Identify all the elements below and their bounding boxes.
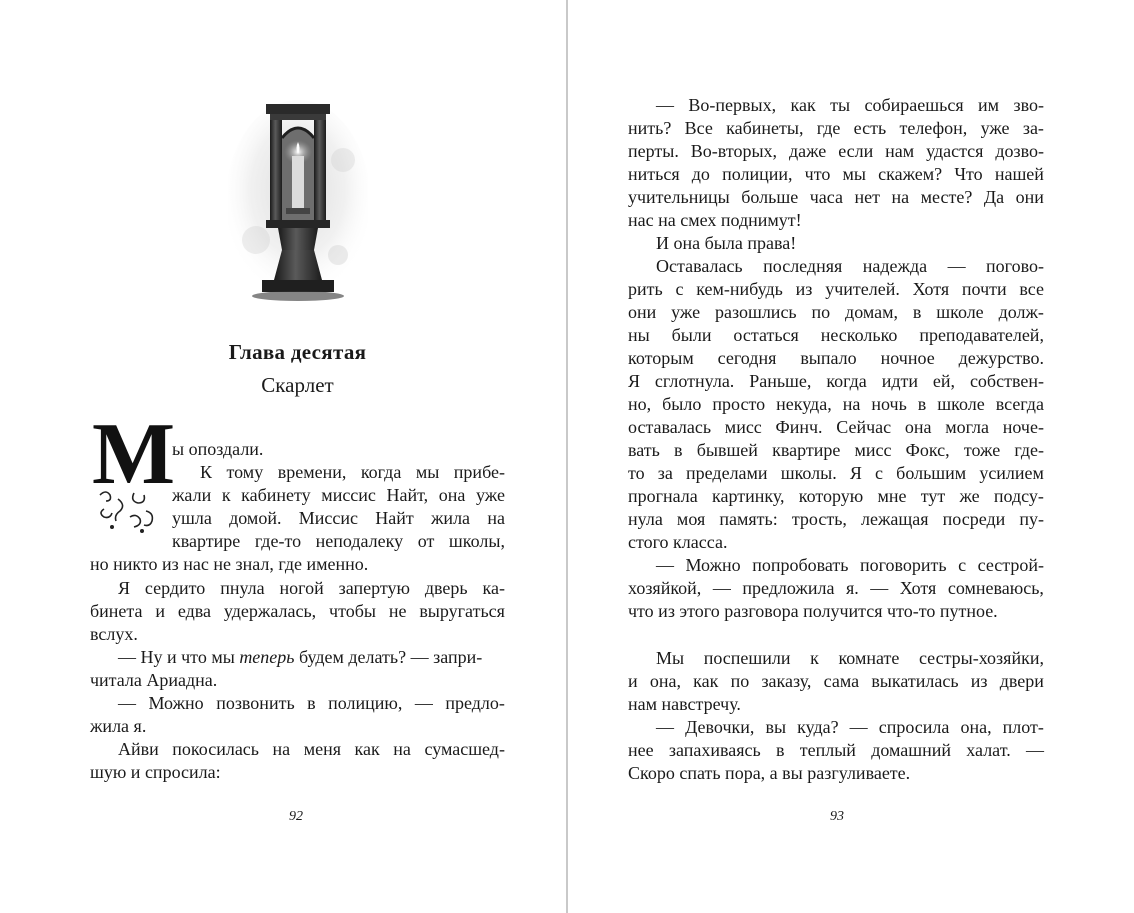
text-line: жали к кабинету миссис Найт, она уже: [172, 485, 505, 505]
text-line: нить? Все кабинеты, где есть телефон, уже за-: [628, 118, 1044, 138]
page-number: 93: [830, 809, 844, 824]
text-line: И она была права!: [656, 233, 797, 253]
text-line: перты. Во-вторых, даже если нам удастся дозво-: [628, 141, 1044, 161]
text-line: жила я.: [90, 716, 147, 736]
text-line: нула моя память: трость, лежащая посреди пу-: [628, 509, 1044, 529]
text-line: нее запахиваясь в теплый домашний халат. —: [628, 740, 1044, 760]
text-line: — Можно позвонить в полицию, — предло-: [118, 693, 505, 713]
text-line: — Девочки, вы куда? — спросила она, плот-: [656, 717, 1044, 737]
text-line: Я сглотнула. Раньше, когда идти ей, собствен-: [628, 371, 1044, 391]
text-line: что из этого разговора получится что-то путное.: [628, 601, 998, 621]
text-line: читала Ариадна.: [90, 670, 218, 690]
text-line: стого класса.: [628, 532, 728, 552]
page-number: 92: [289, 809, 303, 824]
text-line: ушла домой. Миссис Найт жила на: [172, 508, 505, 528]
text-line: квартире где-то неподалеку от школы,: [172, 531, 505, 551]
text-line: бинета и едва удержалась, чтобы не выругаться: [90, 601, 505, 621]
text-line: рить с кем-нибудь из учителей. Хотя почти все: [628, 279, 1044, 299]
text-line: ны были остаться несколько преподавателей,: [628, 325, 1044, 345]
chapter-subtitle: Скарлет: [261, 373, 334, 397]
left-page: [0, 0, 566, 913]
text-line: которым сегодня выпало ночное дежурство.: [628, 348, 1044, 368]
text-line: — Во-первых, как ты собираешься им зво-: [656, 95, 1044, 115]
candle-illustration: [228, 90, 368, 310]
text-line: К тому времени, когда мы прибе-: [200, 462, 505, 482]
text-line: но, было просто некуда, на ночь в школе всегда: [628, 394, 1044, 414]
text-line: но никто из нас не знал, где именно.: [90, 554, 369, 574]
drop-cap: [92, 406, 174, 535]
text-line: — Можно попробовать поговорить с сестрой-: [656, 555, 1044, 575]
text-line: ниться до полиции, что мы скажем? Что нашей: [628, 164, 1044, 184]
text-fragment: будем делать? — запри-: [294, 647, 483, 667]
drop-cap-flourish-icon: [94, 487, 164, 537]
text-line: Айви покосилась на меня как на сумасшед-: [118, 739, 505, 759]
text-fragment: — Ну и что мы: [118, 647, 240, 667]
text-line: и она, как по заказу, сама выкатилась из двери: [628, 671, 1044, 691]
drop-cap-letter: М: [92, 406, 174, 503]
right-page: [568, 0, 1134, 913]
text-line: оставалась мисс Финч. Сейчас она могла ночe-: [628, 417, 1044, 437]
text-line: то за пределами школы. Я с большим усилием: [628, 463, 1044, 483]
italic-word: теперь: [239, 647, 295, 667]
text-line: вать в бывшей квартире мисс Фокс, тоже где-: [628, 440, 1044, 460]
text-line: они уже разошлись по домам, в школе долж-: [628, 302, 1044, 322]
text-line: прогнала картинку, которую мне тут же подсу-: [628, 486, 1044, 506]
text-line: учительницы больше часа нет на месте? Да они: [628, 187, 1044, 207]
text-line: ы опоздали.: [172, 439, 264, 459]
text-line: нам навстречу.: [628, 694, 741, 714]
text-line: шую и спросила:: [90, 762, 221, 782]
text-line: Я сердито пнула ногой запертую дверь ка-: [118, 578, 505, 598]
text-line: [118, 646, 482, 669]
text-line: Оставалась последняя надежда — погово-: [656, 256, 1044, 276]
text-line: Мы поспешили к комнате сестры-хозяйки,: [656, 648, 1044, 668]
text-line: нас на смех поднимут!: [628, 210, 802, 230]
chapter-title: Глава десятая: [228, 340, 367, 364]
text-line: Скоро спать пора, а вы разгуливаете.: [628, 763, 911, 783]
text-line: вслух.: [90, 624, 138, 644]
text-line: хозяйкой, — предложила я. — Хотя сомневаюсь,: [628, 578, 1044, 598]
